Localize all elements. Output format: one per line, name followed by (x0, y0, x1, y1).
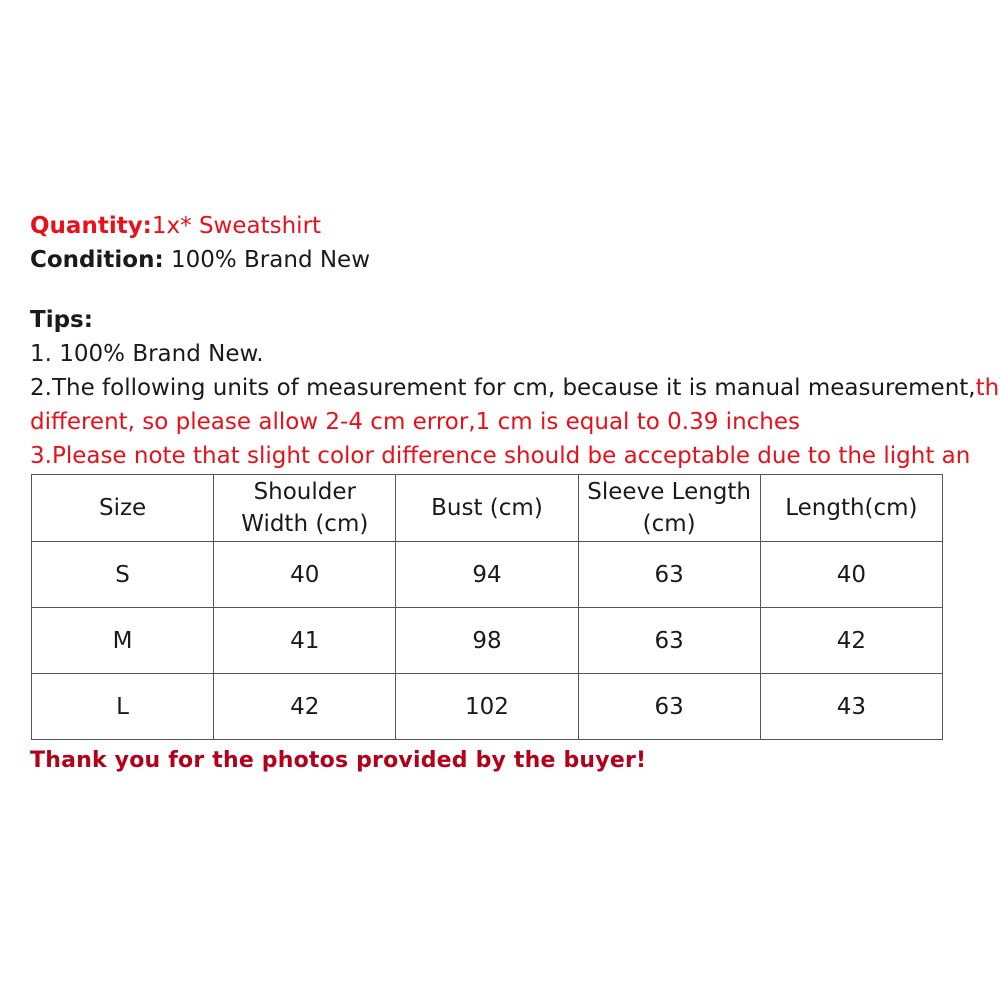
tip-item-1: 1. 100% Brand New. (30, 341, 264, 367)
length-column-header (760, 475, 942, 542)
quantity-value: 1x* Sweatshirt (151, 213, 322, 239)
table-cell: 40 (214, 542, 396, 608)
table-row (32, 608, 943, 674)
header-line: Length(cm) (785, 495, 918, 521)
size-column-header (32, 475, 214, 542)
thanks-note: Thank you for the photos provided by the buyer! (30, 748, 647, 773)
tip-item-2-tail: th (975, 375, 1000, 401)
tips-heading: Tips: (30, 307, 93, 333)
table-cell: S (32, 542, 214, 608)
quantity-line (30, 211, 321, 241)
header-line: (cm) (642, 511, 696, 537)
table-cell: 41 (214, 608, 396, 674)
tip-item-2-text: 2.The following units of measurement for cm, because it is manual measurement, (30, 375, 976, 401)
table-cell: 42 (760, 608, 942, 674)
tip-item-2 (30, 373, 999, 403)
tip-item-3: 3.Please note that slight color difference should be acceptable due to the light an (30, 443, 971, 469)
condition-value: 100% Brand New (163, 247, 371, 273)
header-line: Shoulder (253, 479, 356, 505)
table-cell: 94 (396, 542, 578, 608)
header-line: Size (98, 495, 147, 521)
table-cell: 102 (396, 674, 578, 740)
tip-item-2-continuation: different, so please allow 2-4 cm error,1 cm is equal to 0.39 inches (30, 409, 801, 435)
table-cell: L (32, 674, 214, 740)
table-cell: 63 (578, 674, 760, 740)
size-chart-header-row (32, 475, 943, 542)
shoulder-width-column-header (214, 475, 396, 542)
table-cell: 98 (396, 608, 578, 674)
table-cell: 63 (578, 542, 760, 608)
quantity-label: Quantity: (30, 213, 152, 239)
header-line: Sleeve Length (587, 479, 751, 505)
table-cell: 43 (760, 674, 942, 740)
table-cell: 42 (214, 674, 396, 740)
size-chart-table (31, 474, 943, 740)
table-row (32, 542, 943, 608)
table-row (32, 674, 943, 740)
condition-line (30, 245, 370, 275)
sleeve-length-column-header (578, 475, 760, 542)
header-line: Width (cm) (241, 511, 369, 537)
header-line: Bust (cm) (431, 495, 543, 521)
table-cell: M (32, 608, 214, 674)
table-cell: 63 (578, 608, 760, 674)
bust-column-header (396, 475, 578, 542)
table-cell: 40 (760, 542, 942, 608)
condition-label: Condition: (30, 247, 164, 273)
